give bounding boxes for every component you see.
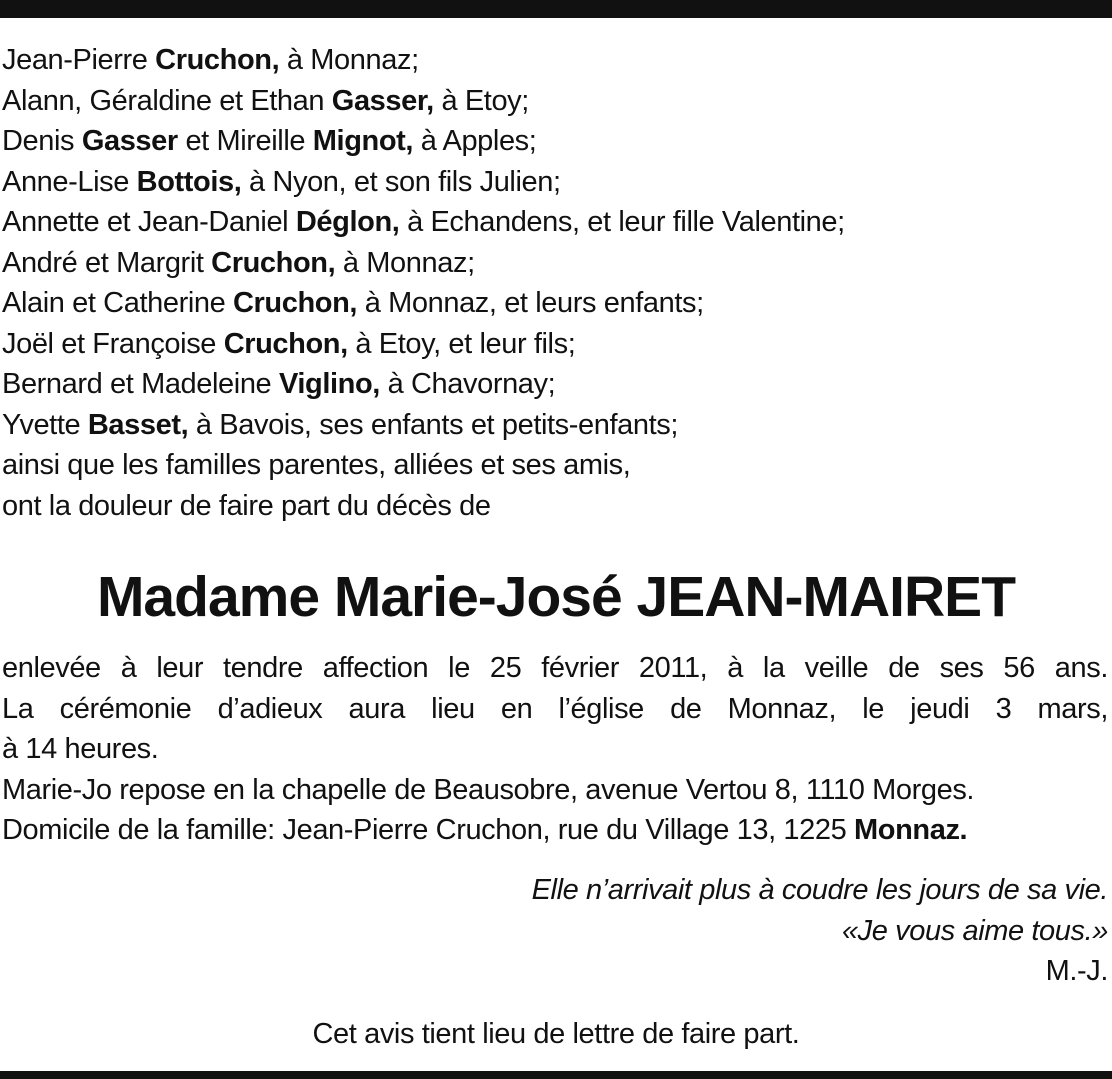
- body-line: La cérémonie d’adieux aura lieu en l’église de Monnaz, le jeudi 3 mars,: [2, 692, 1108, 725]
- family-line-text: Jean-Pierre: [2, 44, 156, 76]
- family-line-text: à Apples;: [413, 125, 537, 157]
- family-surname: Cruchon,: [155, 44, 280, 76]
- family-surname: Gasser,: [331, 84, 434, 117]
- family-line-text: et Mireille: [177, 125, 313, 157]
- family-line: [2, 364, 1108, 405]
- family-line-text: à Etoy, et leur fils;: [347, 327, 576, 360]
- family-surname: Bottois,: [136, 165, 242, 198]
- family-line-text: Bernard et Madeleine: [2, 368, 279, 400]
- family-line: [2, 121, 1108, 162]
- family-line-text: à Monnaz, et leurs enfants;: [357, 287, 704, 319]
- family-line: [2, 243, 1108, 284]
- body-line: enlevée à leur tendre affection le 25 février 2011, à la veille de ses 56 ans.: [2, 652, 1108, 684]
- family-line-text: Yvette: [2, 408, 88, 441]
- family-line-text: Anne-Lise: [2, 165, 137, 198]
- family-line-text: Alain et Catherine: [2, 287, 233, 319]
- address-text: Domicile de la famille: Jean-Pierre Cruchon, rue du Village 13, 1225: [2, 814, 855, 846]
- family-surname: Cruchon,: [223, 327, 348, 360]
- quote-signature: M.-J.: [1045, 955, 1108, 987]
- intro-line: ont la douleur de faire part du décès de: [2, 489, 491, 522]
- family-line: [2, 202, 1108, 243]
- deceased-name: Madame Marie-José JEAN-MAIRET: [96, 565, 1016, 629]
- notice-body: [2, 648, 1108, 851]
- footer-note: Cet avis tient lieu de lettre de faire part.: [312, 1018, 800, 1050]
- family-line-text: André et Margrit: [2, 246, 212, 279]
- family-surname: Mignot,: [312, 125, 414, 157]
- quote-line: «Je vous aime tous.»: [841, 914, 1108, 947]
- body-line: à 14 heures.: [2, 733, 159, 765]
- family-line-text: à Monnaz;: [335, 246, 475, 279]
- family-line-text: à Nyon, et son fils Julien;: [241, 165, 561, 198]
- family-line-text: Annette et Jean-Daniel: [2, 206, 296, 238]
- family-surname: Cruchon,: [211, 246, 336, 279]
- family-line-text: Denis: [2, 125, 82, 157]
- family-line: [2, 405, 1108, 446]
- family-line-text: à Chavornay;: [379, 368, 556, 400]
- family-line-text: à Bavois, ses enfants et petits-enfants;: [188, 408, 679, 441]
- address-town: Monnaz.: [854, 814, 968, 846]
- family-line: [2, 324, 1108, 365]
- family-surname: Cruchon,: [233, 287, 358, 319]
- family-line-text: à Etoy;: [433, 84, 529, 117]
- intro-line: ainsi que les familles parentes, alliées et ses amis,: [2, 449, 631, 481]
- quote-line: Elle n’arrivait plus à coudre les jours de sa vie.: [531, 874, 1108, 906]
- top-border-rule: [0, 0, 1112, 18]
- family-line-text: à Echandens, et leur fille Valentine;: [399, 206, 845, 238]
- family-surname: Viglino,: [278, 368, 380, 400]
- family-line: [2, 283, 1108, 324]
- family-line-text: Alann, Géraldine et Ethan: [2, 84, 332, 117]
- body-line: Marie-Jo repose en la chapelle de Beausobre, avenue Vertou 8, 1110 Morges.: [2, 773, 975, 806]
- family-line: [2, 162, 1108, 203]
- family-line: [2, 81, 1108, 122]
- family-address: [2, 810, 1108, 851]
- quote-block: [2, 870, 1108, 992]
- family-line: [2, 40, 1108, 81]
- family-line-text: Joël et Françoise: [2, 327, 224, 360]
- family-list: [2, 40, 1108, 526]
- family-surname: Gasser: [81, 125, 178, 157]
- bottom-border-rule: [0, 1071, 1112, 1079]
- family-surname: Déglon,: [295, 206, 400, 238]
- family-line-text: à Monnaz;: [279, 44, 419, 76]
- family-surname: Basset,: [87, 408, 189, 441]
